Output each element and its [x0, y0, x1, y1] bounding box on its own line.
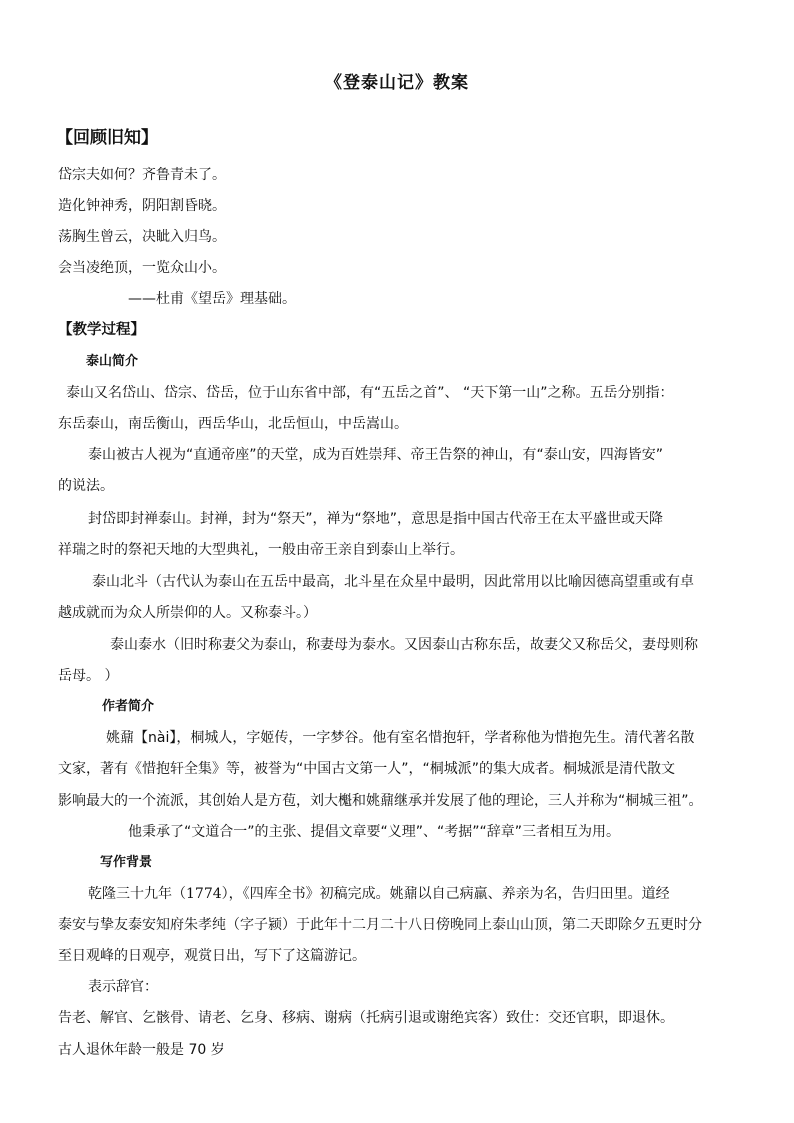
paragraph-line: 告老、解官、乞骸骨、请老、乞身、移病、谢病（托病引退或谢绝宾客）致仕：交还官职，即退休。 — [58, 1010, 674, 1026]
author-heading: 作者简介 — [102, 699, 155, 714]
poem-line: 会当凌绝顶，一览众山小。 — [58, 260, 226, 276]
poem-line: 荡胸生曾云，决眦入归鸟。 — [58, 229, 226, 245]
paragraph-line: 至日观峰的日观亭，观赏日出，写下了这篇游记。 — [58, 948, 366, 964]
paragraph-line: 他秉承了“文道合一”的主张、提倡文章要“义理”、“考据”“辞章”三者相互为用。 — [128, 824, 621, 840]
poem-line: 岱宗夫如何？齐鲁青未了。 — [58, 167, 226, 183]
paragraph-line: 影响最大的一个流派，其创始人是方苞，刘大櫆和姚鼐继承并发展了他的理论，三人并称为“桐城三祖”。 — [58, 793, 703, 809]
paragraph-line: 东岳泰山，南岳衡山，西岳华山，北岳恒山，中岳嵩山。 — [58, 416, 408, 432]
paragraph-line: 泰山又名岱山、岱宗、岱岳，位于山东省中部，有“五岳之首”、 “天下第一山”之称。五岳分别指： — [66, 385, 674, 401]
review-heading: 【回顾旧知】 — [56, 128, 158, 148]
paragraph-line: 越成就而为众人所崇仰的人。又称泰斗。） — [58, 605, 317, 621]
paragraph-line: 泰山被古人视为“直通帝座”的天堂，成为百姓崇拜、帝王告祭的神山，有“泰山安，四海皆安” — [88, 447, 664, 463]
paragraph-line: 封岱即封禅泰山。封禅，封为“祭天”，禅为“祭地”，意思是指中国古代帝王在太平盛世或天降 — [88, 511, 664, 527]
paragraph-line: 的说法。 — [58, 478, 114, 494]
poem-line: 造化钟神秀，阴阳割昏晓。 — [58, 198, 226, 214]
paragraph-line: 泰山北斗（古代认为泰山在五岳中最高，北斗星在众星中最明，因此常用以比喻因德高望重或有卓 — [92, 574, 694, 590]
paragraph-line: 表示辞官： — [88, 979, 158, 995]
background-heading: 写作背景 — [100, 855, 153, 870]
paragraph-line: 文家，著有《惜抱轩全集》等，被誉为“中国古文第一人”，“桐城派”的集大成者。桐城派是清代散文 — [58, 761, 676, 777]
taishan-heading: 泰山简介 — [86, 354, 139, 369]
paragraph-line: 泰安与挚友泰安知府朱孝纯（字子颍）于此年十二月二十八日傍晚同上泰山山顶，第二天即除夕五更时分 — [58, 917, 702, 933]
paragraph-line: 祥瑞之时的祭祀天地的大型典礼，一般由帝王亲自到泰山上举行。 — [58, 542, 464, 558]
paragraph-line: 古人退休年龄一般是 70 岁 — [58, 1042, 225, 1058]
paragraph-line: 岳母。 ） — [58, 668, 119, 684]
paragraph-line: 姚鼐【nài】，桐城人，字姬传，一字梦谷。他有室名惜抱轩，学者称他为惜抱先生。清代著名散 — [106, 730, 695, 746]
process-heading: 【教学过程】 — [58, 322, 145, 338]
paragraph-line: 乾隆三十九年（1774），《四库全书》初稿完成。姚鼐以自己病羸、养亲为名，告归田里。道经 — [88, 886, 670, 902]
page-title: 《登泰山记》教案 — [325, 73, 469, 93]
poem-attribution: ——杜甫《望岳》理基础。 — [128, 291, 296, 307]
paragraph-line: 泰山泰水（旧时称妻父为泰山，称妻母为泰水。又因泰山古称东岳，故妻父又称岳父，妻母则称 — [110, 637, 698, 653]
